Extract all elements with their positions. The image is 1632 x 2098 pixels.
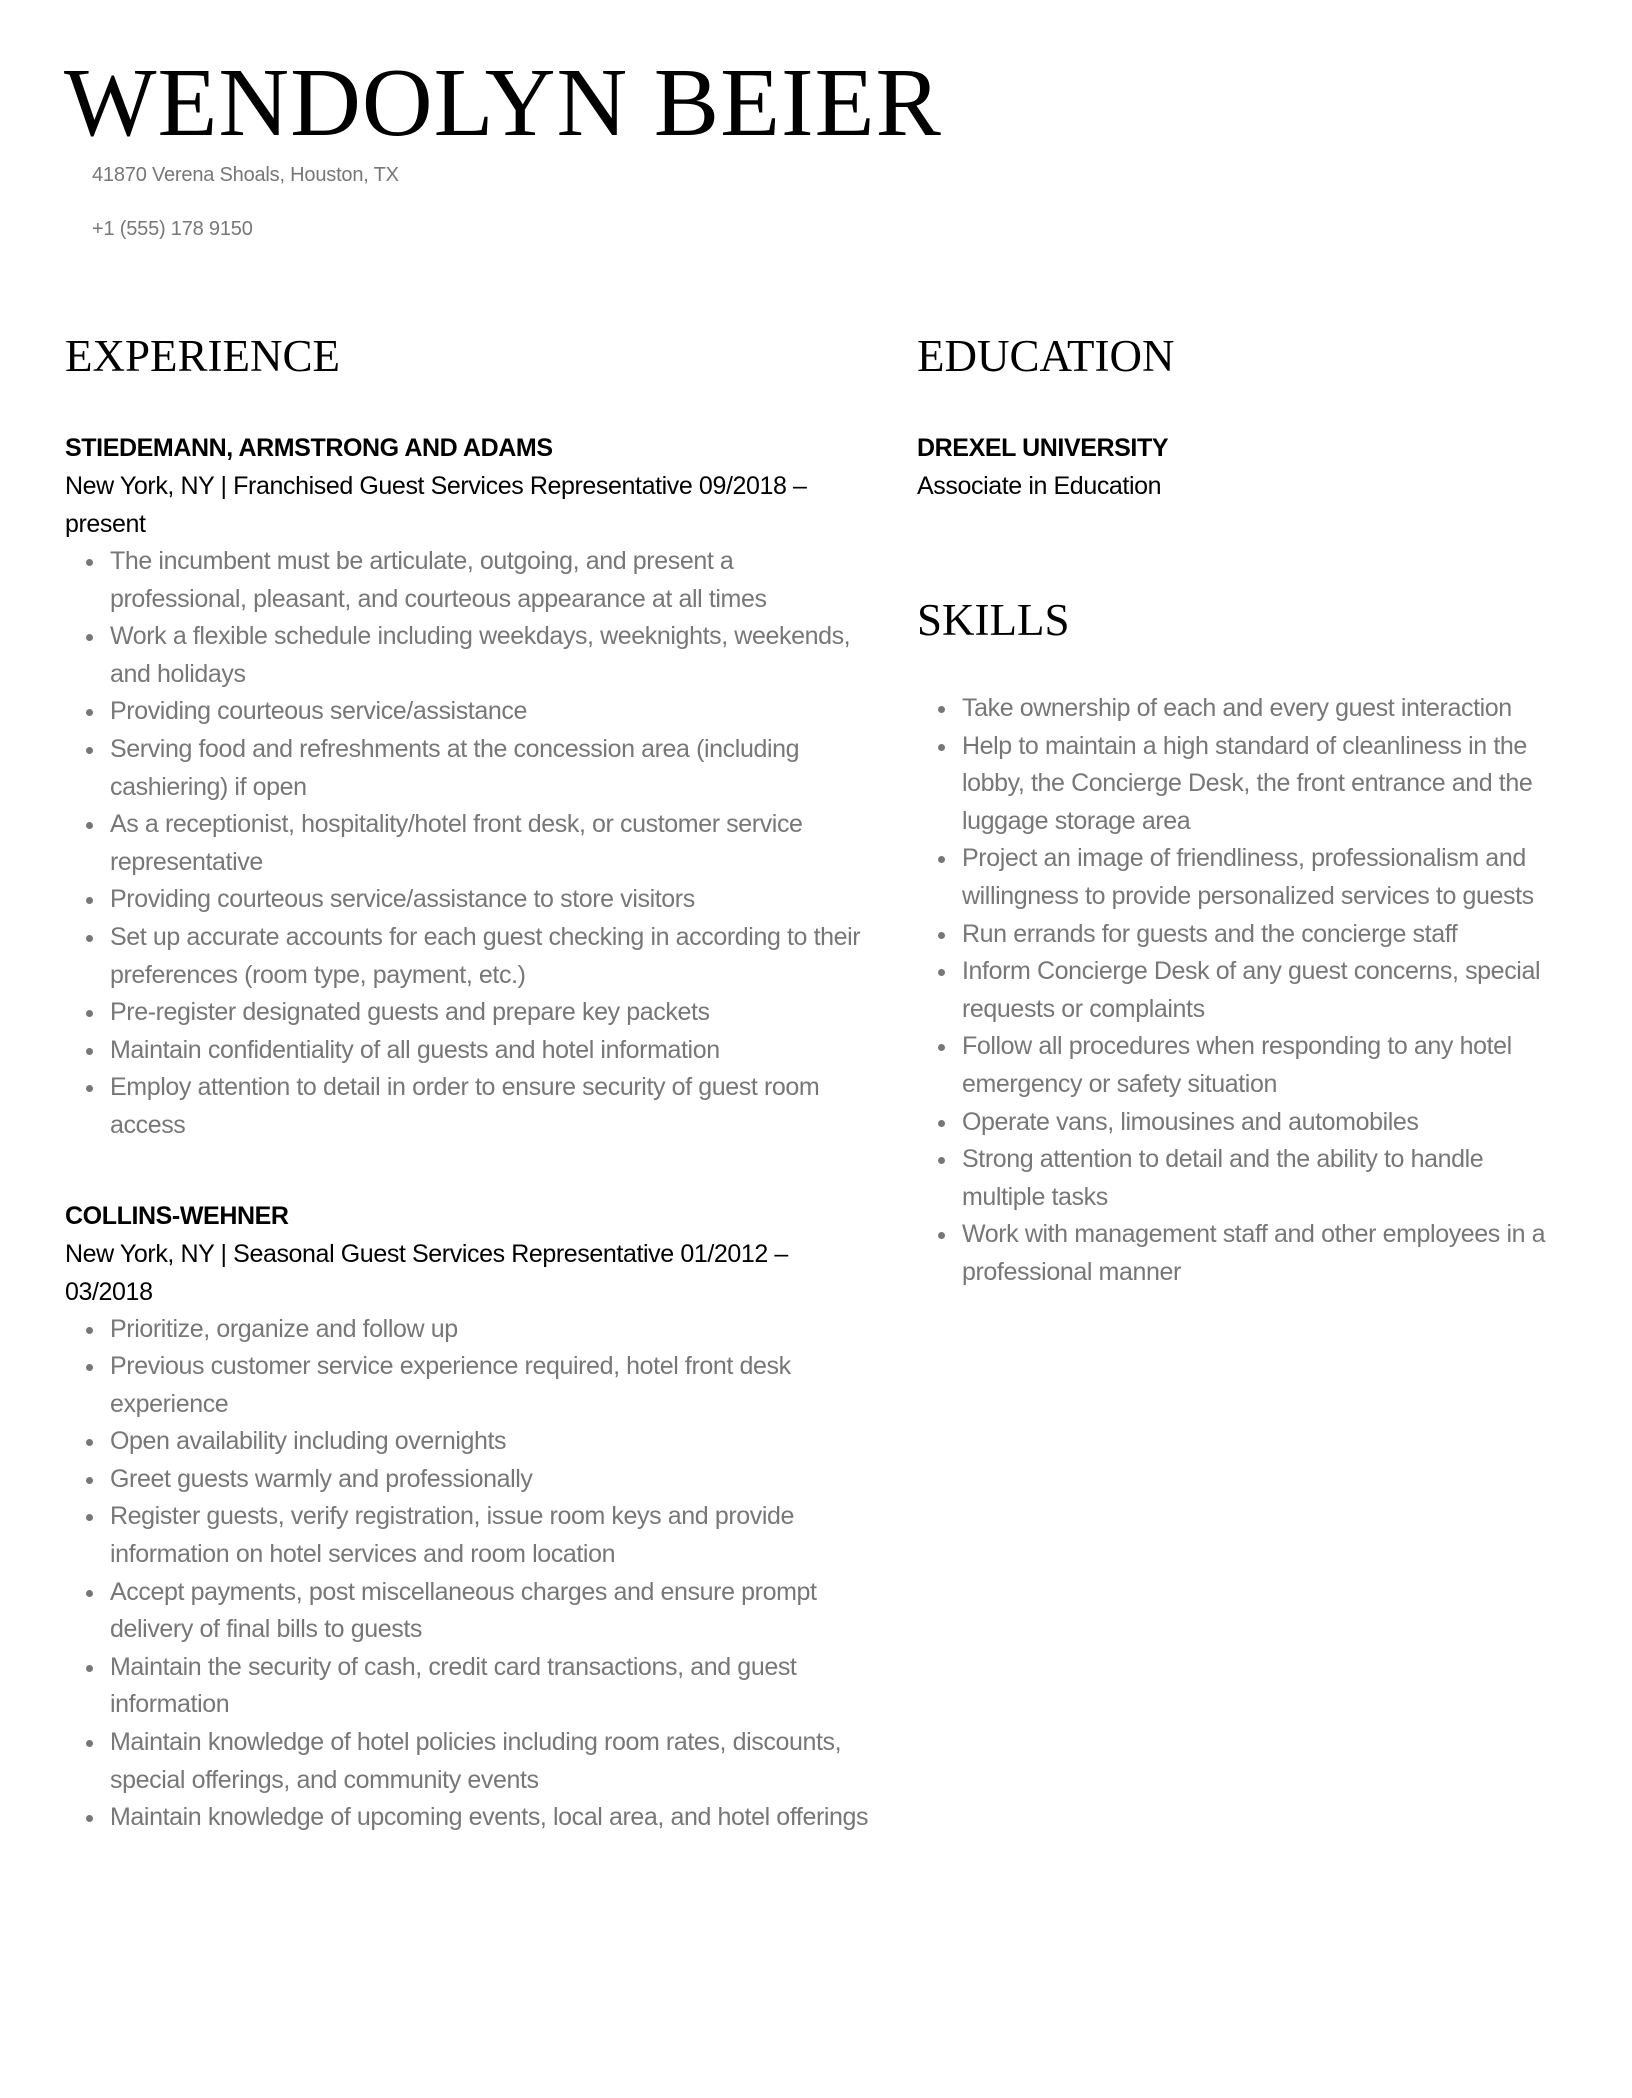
list-item: Follow all procedures when responding to any hotel emergency or safety situation bbox=[962, 1028, 1557, 1103]
list-item: Take ownership of each and every guest interaction bbox=[962, 690, 1557, 728]
company-name: COLLINS-WEHNER bbox=[65, 1201, 289, 1230]
job-meta: New York, NY | Franchised Guest Services Representative 09/2018 – present bbox=[65, 472, 807, 538]
school-name: DREXEL UNIVERSITY bbox=[917, 434, 1169, 462]
job-meta: New York, NY | Seasonal Guest Services Representative 01/2012 – 03/2018 bbox=[65, 1239, 788, 1306]
phone: +1 (555) 178 9150 bbox=[92, 218, 253, 240]
list-item: Pre-register designated guests and prepare key packets bbox=[110, 994, 875, 1032]
list-item: Operate vans, limousines and automobiles bbox=[962, 1104, 1557, 1142]
experience-title: EXPERIENCE bbox=[65, 331, 340, 381]
list-item: Work a flexible schedule including weekdays, weeknights, weekends, and holidays bbox=[110, 618, 875, 693]
list-item: Previous customer service experience required, hotel front desk experience bbox=[110, 1348, 875, 1423]
list-item: Maintain the security of cash, credit card transactions, and guest information bbox=[110, 1649, 875, 1724]
list-item: Project an image of friendliness, professionalism and willingness to provide personalized services to guests bbox=[962, 840, 1557, 915]
skills-list bbox=[917, 690, 1557, 1292]
education-section bbox=[917, 330, 1557, 505]
list-item: Strong attention to detail and the ability to handle multiple tasks bbox=[962, 1141, 1557, 1216]
list-item: Inform Concierge Desk of any guest concerns, special requests or complaints bbox=[962, 953, 1557, 1028]
address: 41870 Verena Shoals, Houston, TX bbox=[92, 164, 399, 186]
list-item: Serving food and refreshments at the concession area (including cashiering) if open bbox=[110, 731, 875, 806]
skills-title: SKILLS bbox=[917, 595, 1070, 645]
list-item: Help to maintain a high standard of cleanliness in the lobby, the Concierge Desk, the front entrance and the luggage storage area bbox=[962, 728, 1557, 841]
list-item: The incumbent must be articulate, outgoing, and present a professional, pleasant, and courteous appearance at all times bbox=[110, 543, 875, 618]
list-item: Register guests, verify registration, issue room keys and provide information on hotel services and room location bbox=[110, 1498, 875, 1573]
list-item: Providing courteous service/assistance bbox=[110, 693, 875, 731]
job-entry bbox=[65, 1197, 875, 1837]
candidate-name: WENDOLYN BEIER bbox=[64, 49, 942, 157]
experience-section bbox=[65, 330, 875, 1837]
list-item: Open availability including overnights bbox=[110, 1423, 875, 1461]
list-item: Maintain confidentiality of all guests and hotel information bbox=[110, 1032, 875, 1070]
education-title: EDUCATION bbox=[917, 331, 1175, 381]
list-item: Maintain knowledge of hotel policies including room rates, discounts, special offerings, and community events bbox=[110, 1724, 875, 1799]
list-item: Prioritize, organize and follow up bbox=[110, 1311, 875, 1349]
list-item: Maintain knowledge of upcoming events, local area, and hotel offerings bbox=[110, 1799, 875, 1837]
list-item: Employ attention to detail in order to ensure security of guest room access bbox=[110, 1069, 875, 1144]
list-item: Run errands for guests and the concierge staff bbox=[962, 916, 1557, 954]
skills-section bbox=[917, 594, 1557, 1292]
job-entry bbox=[65, 429, 875, 1145]
list-item: Work with management staff and other employees in a professional manner bbox=[962, 1216, 1557, 1291]
list-item: Providing courteous service/assistance to store visitors bbox=[110, 881, 875, 919]
company-name: STIEDEMANN, ARMSTRONG AND ADAMS bbox=[65, 434, 553, 462]
list-item: As a receptionist, hospitality/hotel front desk, or customer service representative bbox=[110, 806, 875, 881]
degree: Associate in Education bbox=[917, 472, 1162, 500]
job-bullets bbox=[65, 543, 875, 1145]
list-item: Set up accurate accounts for each guest checking in according to their preferences (room type, payment, etc.) bbox=[110, 919, 875, 994]
list-item: Greet guests warmly and professionally bbox=[110, 1461, 875, 1499]
job-bullets bbox=[65, 1311, 875, 1837]
list-item: Accept payments, post miscellaneous charges and ensure prompt delivery of final bills to guests bbox=[110, 1574, 875, 1649]
